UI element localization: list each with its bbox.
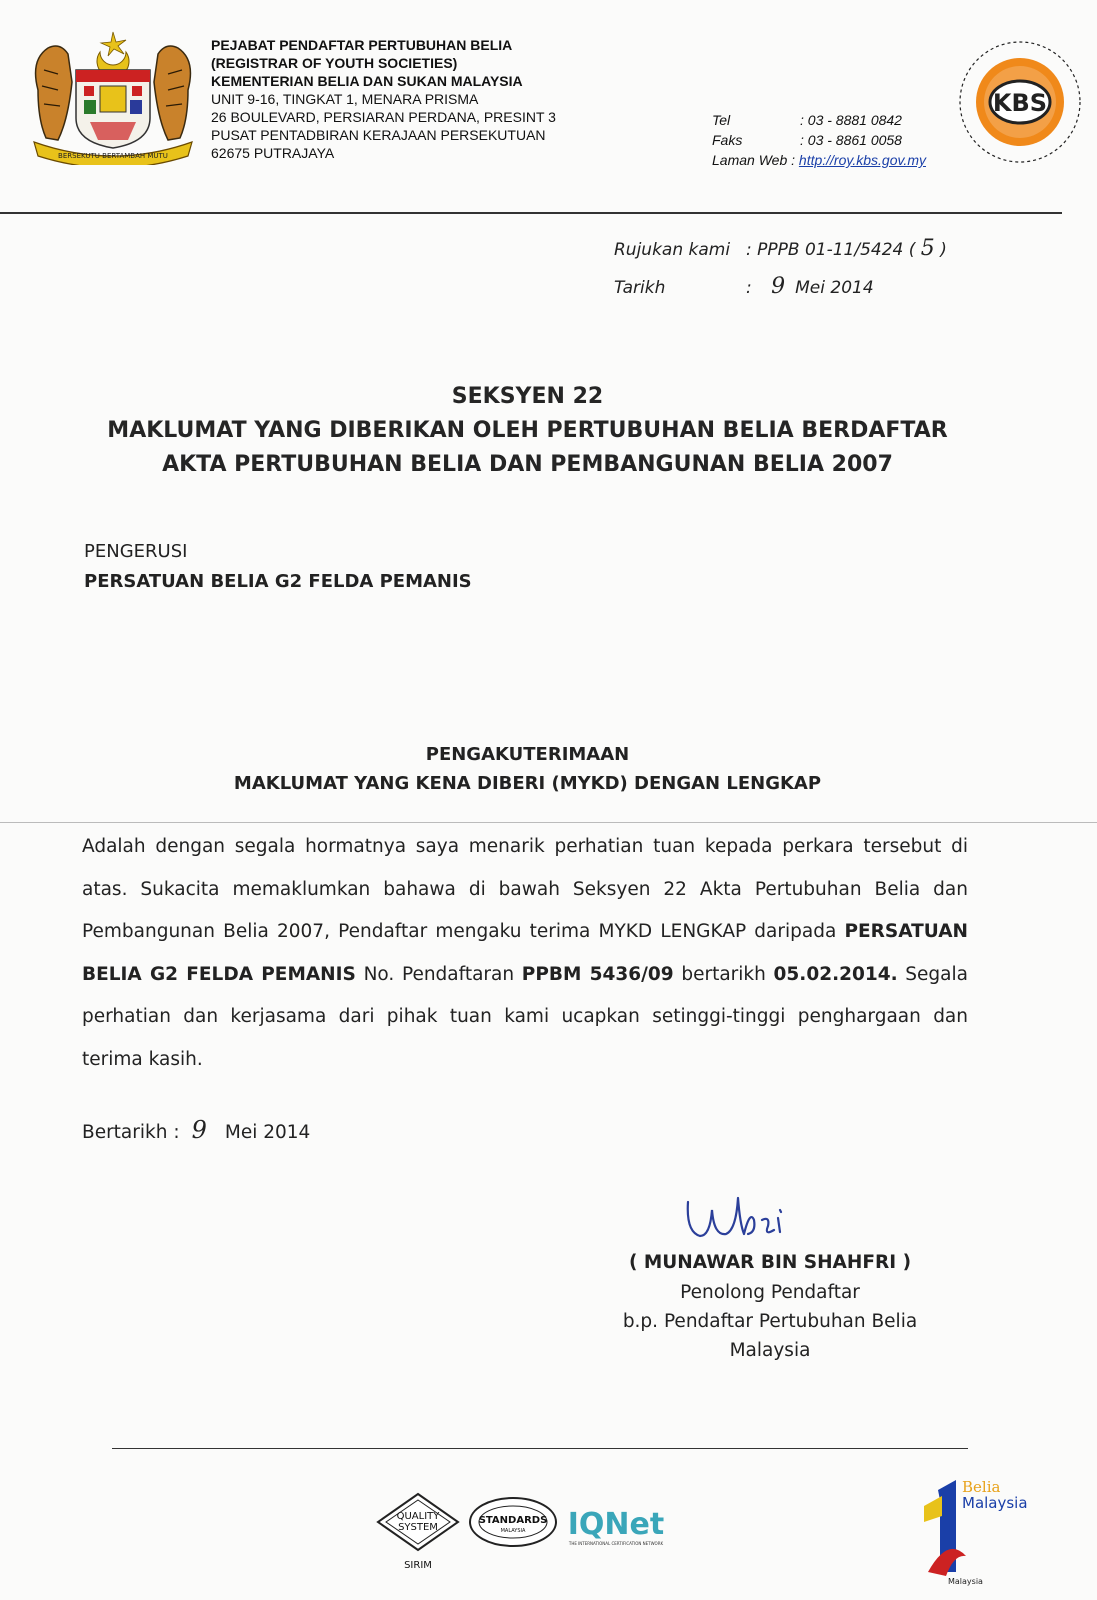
org-line: (REGISTRAR OF YOUTH SOCIETIES)	[211, 55, 458, 71]
date-label: Tarikh	[614, 278, 666, 298]
standards-label: STANDARDS	[478, 1515, 548, 1526]
sirim-label: SIRIM	[404, 1560, 432, 1571]
standards-malaysia-logo	[468, 1496, 558, 1548]
iqnet-logo	[566, 1502, 666, 1548]
body-reg-date: 05.02.2014.	[773, 963, 898, 985]
qs-line2: SYSTEM	[398, 1522, 438, 1533]
date-line	[614, 274, 874, 299]
body-reg-no: PPBM 5436/09	[521, 963, 674, 985]
recipient-role: PENGERUSI	[84, 541, 188, 562]
1belia-malaysia-logo	[918, 1476, 1042, 1588]
signed-date-rest: Mei 2014	[224, 1122, 311, 1143]
address-line: PUSAT PENTADBIRAN KERAJAAN PERSEKUTUAN	[211, 127, 546, 143]
title-line-2: MAKLUMAT YANG DIBERIKAN OLEH PERTUBUHAN BELIA BERDAFTAR	[107, 418, 948, 443]
malaysia-coat-of-arms-logo	[28, 30, 198, 165]
signatory-name: ( MUNAWAR BIN SHAHFRI )	[628, 1252, 912, 1273]
fax-label: Faks	[712, 132, 743, 148]
paper-fold-line	[0, 822, 1097, 823]
org-line: KEMENTERIAN BELIA DAN SUKAN MALAYSIA	[211, 73, 523, 89]
body-text-4: Segala perhatian dan kerjasama dari pihak tuan kami ucapkan setinggi-tinggi penghargaan dan terima kasih.	[82, 963, 968, 1070]
qs-line1: QUALITY	[396, 1511, 440, 1522]
subject-line-1: PENGAKUTERIMAAN	[425, 744, 630, 765]
letterhead-address-block	[211, 36, 556, 162]
date-sep: :	[746, 278, 752, 298]
belia-small: Malaysia	[948, 1577, 983, 1586]
contact-block	[712, 110, 926, 170]
signed-date-label: Bertarikh :	[82, 1122, 180, 1143]
letter-body	[82, 826, 968, 1081]
footer-divider	[112, 1448, 968, 1449]
ref-handwritten: 5	[920, 236, 935, 261]
signatory-org-1: b.p. Pendaftar Pertubuhan Belia	[622, 1311, 918, 1332]
address-line: UNIT 9-16, TINGKAT 1, MENARA PRISMA	[211, 91, 479, 107]
web-label: Laman Web	[712, 152, 788, 168]
website-link[interactable]: http://roy.kbs.gov.my	[798, 152, 926, 168]
crest-banner-text: BERSEKUTU BERTAMBAH MUTU	[58, 152, 168, 160]
body-text-3: bertarikh	[681, 963, 766, 985]
web-sep: :	[791, 152, 796, 168]
body-text-1: Adalah dengan segala hormatnya saya menarik perhatian tuan kepada perkara tersebut di atas. Sukacita memaklumkan bahawa di bawah Seksyen 22 Akta Pertubuhan Belia dan Pembangunan Belia 2007, Pendaftar mengaku terima MYKD LENGKAP daripada	[82, 836, 968, 942]
address-line: 26 BOULEVARD, PERSIARAN PERDANA, PRESINT 3	[211, 109, 556, 125]
kbs-ministry-logo	[958, 40, 1082, 164]
ref-label: Rujukan kami	[614, 240, 731, 260]
header-divider	[0, 212, 1062, 214]
tel-value: : 03 - 8881 0842	[800, 112, 902, 128]
iqnet-sub: THE INTERNATIONAL CERTIFICATION NETWORK	[568, 1541, 664, 1546]
signatory-org-2: Malaysia	[729, 1340, 811, 1361]
address-line: 62675 PUTRAJAYA	[211, 145, 335, 161]
reference-line	[614, 236, 947, 261]
title-line-3: AKTA PERTUBUHAN BELIA DAN PEMBANGUNAN BELIA 2007	[162, 452, 893, 477]
subject-line-2: MAKLUMAT YANG KENA DIBERI (MYKD) DENGAN LENGKAP	[233, 773, 822, 794]
body-org-name: PERSATUAN BELIA G2 FELDA PEMANIS	[82, 921, 969, 985]
signed-date-handwritten: 9	[191, 1116, 207, 1144]
recipient-name: PERSATUAN BELIA G2 FELDA PEMANIS	[84, 571, 472, 592]
ref-value: : PPPB 01-11/5424 (	[746, 240, 916, 260]
date-rest: Mei 2014	[795, 278, 874, 298]
signatory-title: Penolong Pendaftar	[680, 1282, 860, 1303]
tel-label: Tel	[712, 112, 731, 128]
belia-line1: Belia	[962, 1478, 1001, 1496]
date-handwritten: 9	[771, 274, 786, 299]
sirim-quality-system-logo	[376, 1492, 460, 1572]
iqnet-label: IQNet	[567, 1507, 665, 1542]
title-section: SEKSYEN 22	[451, 384, 604, 409]
signed-date	[82, 1116, 310, 1144]
org-line: PEJABAT PENDAFTAR PERTUBUHAN BELIA	[211, 37, 513, 53]
ref-close: )	[940, 240, 947, 260]
standards-sub: MALAYSIA	[500, 1528, 526, 1534]
belia-line2: Malaysia	[962, 1494, 1028, 1512]
fax-value: : 03 - 8861 0058	[800, 132, 902, 148]
kbs-logo-text: KBS	[992, 89, 1048, 117]
body-text-2: No. Pendaftaran	[363, 963, 515, 985]
